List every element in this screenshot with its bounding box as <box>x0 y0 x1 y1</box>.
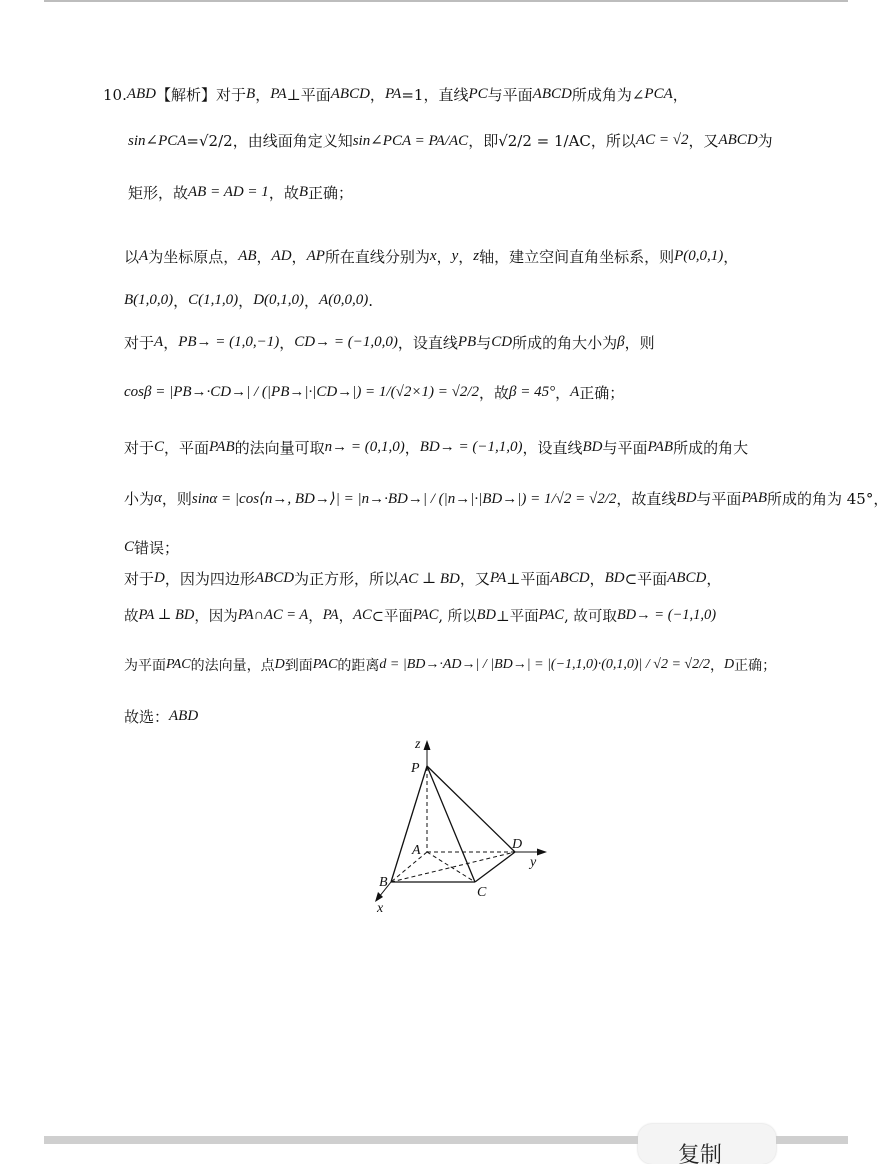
label-d: D <box>512 837 523 852</box>
label-a: A <box>412 843 421 858</box>
text-line-9: 小为 α ，则 sinα = |cos⟨n→, BD→⟩| = |n→·BD→| / (|n→|·|BD→|) = 1/√2 = √2/2 ，故直线 BD 与平面 PAB 所成的角为 45°， <box>124 490 889 508</box>
label-z: z <box>415 737 421 752</box>
label-c: C <box>477 885 487 900</box>
label-y: y <box>530 855 537 870</box>
top-border <box>44 0 848 2</box>
text-line-7: cosβ = |PB→·CD→| / (|PB→|·|CD→|) = 1/(√2×1) = √2/2 ，故 β = 45° ， A 正确； <box>124 384 625 402</box>
label-b: B <box>379 875 388 890</box>
text-line-5: B(1,0,0) ， C(1,1,0) ， D(0,1,0) ， A(0,0,0) . <box>124 291 373 310</box>
text-line-12: 故 PA ⊥ BD ，因为 PA∩AC = A ， PA ， AC ⊂平面 PAC , 所以 BD ⊥平面 PAC , 故可取 BD→ = (−1,1,0) <box>124 607 717 625</box>
text-line-13: 为平面 PAC 的法向量，点 D 到面 PAC 的距离 d = |BD→·AD→| / |BD→| = |(−1,1,0)·(0,1,0)| / √2 = √2/2 ， D 正确； <box>124 657 777 674</box>
edge-pc <box>427 766 475 882</box>
edge-ac <box>427 852 475 882</box>
x-axis-dashed <box>391 852 427 882</box>
text-line-8: 对于 C ，平面 PAB 的法向量可取 n→ = (0,1,0) ， BD→ = (−1,1,0) ，设直线 BD 与平面 PAB 所成的角大 <box>124 439 749 457</box>
copy-button-label: 复制 <box>678 1143 723 1164</box>
y-axis-arrow <box>537 849 547 856</box>
text-line-1: 10. ABD 【解析】对于 B ， PA ⊥平面 ABCD ， PA =1，直线 PC 与平面 ABCD 所成角为∠ PCA ， <box>103 85 688 104</box>
edge-pd <box>427 766 515 852</box>
text-line-14: 故选： ABD <box>124 708 199 726</box>
text-line-3: 矩形，故 AB = AD = 1 ，故 B 正确； <box>128 184 354 202</box>
pyramid-figure <box>365 732 565 917</box>
text-line-2: sin∠PCA = √2/2 ，由线面角定义知 sin∠PCA = PA/AC ，即 √2/2 = 1/AC ，所以 AC = √2 ，又 ABCD 为 <box>128 131 773 150</box>
edge-pb <box>391 766 427 882</box>
text-line-11: 对于 D ，因为四边形 ABCD 为正方形，所以 AC ⊥ BD ，又 PA ⊥平面 ABCD ， BD ⊂平面 ABCD ， <box>124 570 722 588</box>
text-line-6: 对于 A ， PB→ = (1,0,−1) ， CD→ = (−1,0,0) ，设直线 PB 与 CD 所成的角大小为 β ，则 <box>124 334 655 352</box>
copy-button[interactable] <box>638 1124 776 1164</box>
text-line-10: C 错误； <box>124 539 180 557</box>
label-x: x <box>377 901 384 916</box>
text-line-4: 以 A 为坐标原点， AB ， AD ， AP 所在直线分别为 x ， y ， z 轴，建立空间直角坐标系，则 P(0,0,1) ， <box>124 248 739 266</box>
label-p: P <box>411 761 420 776</box>
